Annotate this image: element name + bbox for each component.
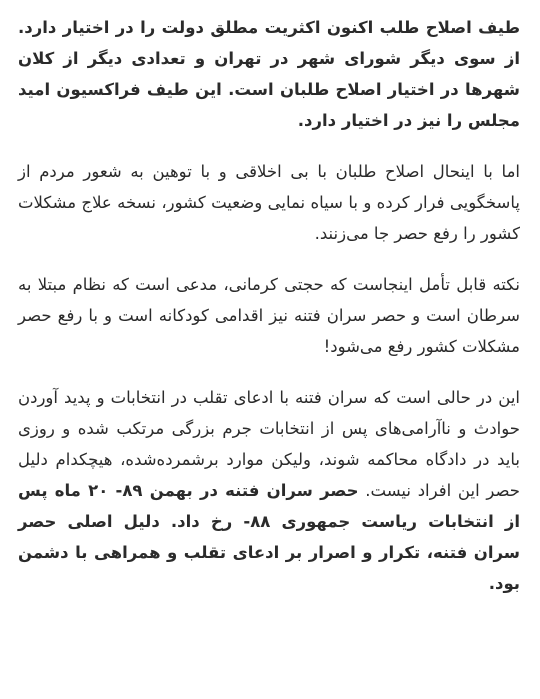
article-paragraph-3: نکته قابل تأمل اینجاست که حجتی کرمانی، مدعی است که نظام مبتلا به سرطان است و حصر سران فتنه نیز اقدامی کودکانه است و با رفع حصر مشکلات کشور رفع می‌شود! [18, 275, 520, 356]
article-paragraph-4 [18, 382, 520, 599]
article-paragraph-4-text: این در حالی است که سران فتنه با ادعای تقلب در انتخابات و پدید آوردن حوادث و ناآرامی‌های پس از انتخابات جرم بزرگی مرتکب شده و روزی باید در دادگاه محاکمه شوند، ولیکن موارد برشمرده‌شده، هیچکدام دلیل حصر این افراد نیست. [18, 388, 521, 500]
article-paragraph-4-bold-text: حصر سران فتنه در بهمن ۸۹- ۲۰ ماه پس از انتخابات ریاست جمهوری ۸۸- رخ داد. دلیل اصلی حصر سران فتنه، تکرار و اصرار بر ادعای تقلب و همراهی با دشمن بود. [18, 481, 520, 593]
article-paragraph-2: اما با اینحال اصلاح طلبان با بی اخلاقی و با توهین به شعور مردم از پاسخگویی فرار کرده و با سیاه نمایی وضعیت کشور، نسخه علاج مشکلات کشور را رفع حصر جا می‌زنند. [18, 162, 520, 243]
article-paragraph-1: طیف اصلاح طلب اکنون اکثریت مطلق دولت را در اختیار دارد. از سوی دیگر شورای شهر در تهران و تعدادی دیگر از کلان شهرها در اختیار اصلاح طلبان است. این طیف فراکسیون امید مجلس را نیز در اختیار دارد. [18, 18, 520, 130]
